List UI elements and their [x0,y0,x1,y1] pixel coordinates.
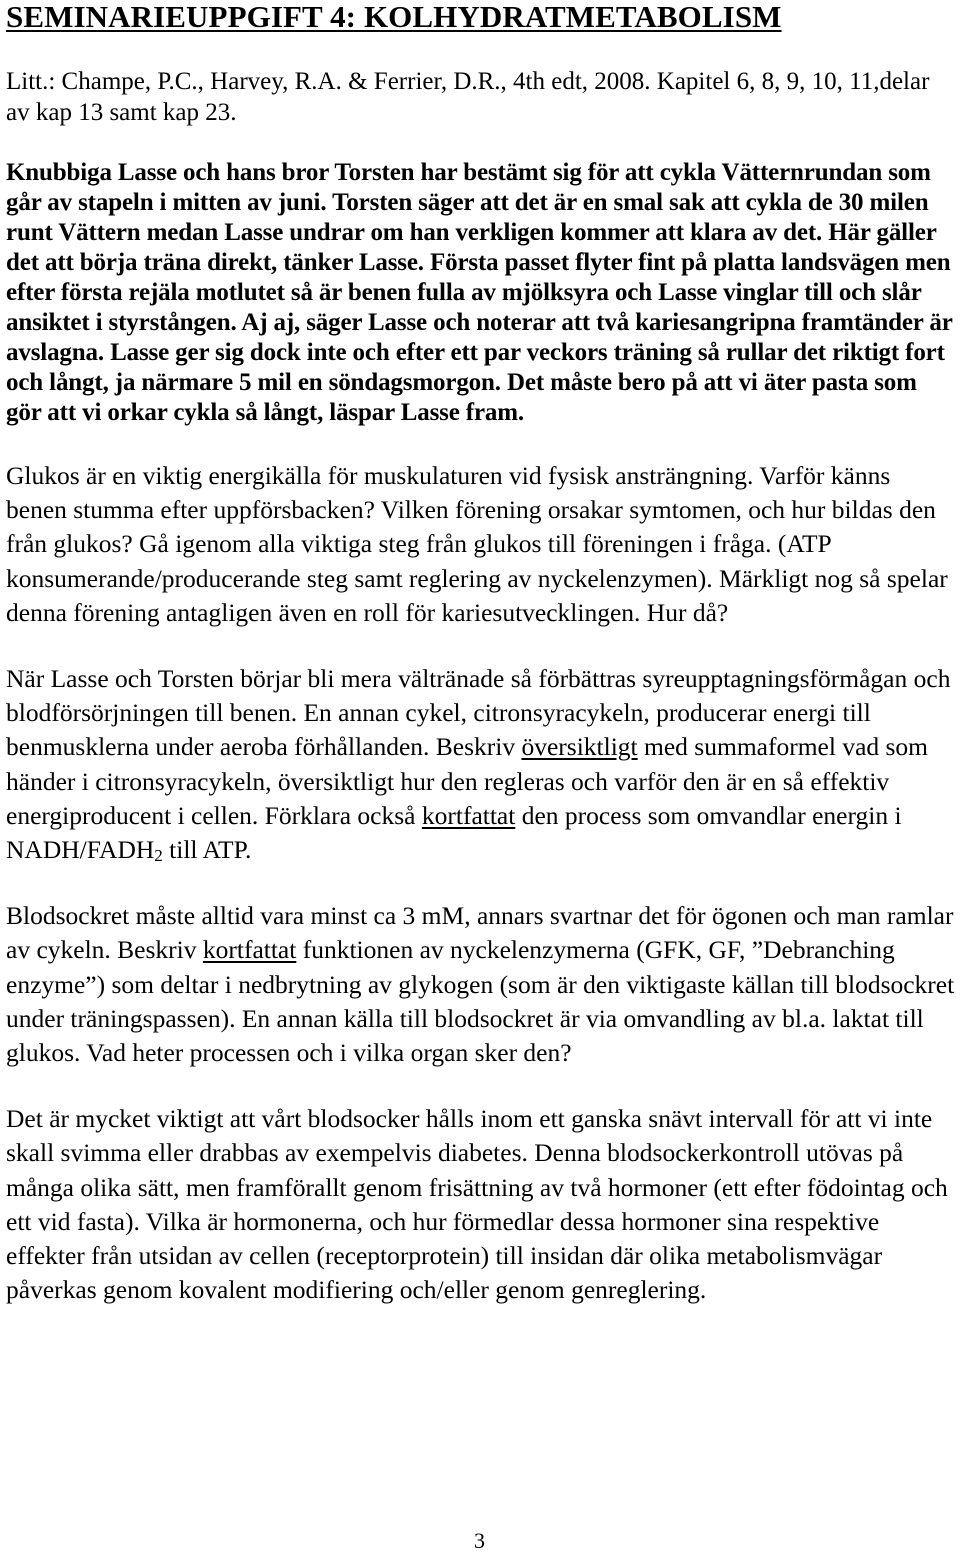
q3-underline-kortfattat: kortfattat [202,935,297,965]
q2-underline-kortfattat: kortfattat [421,800,516,830]
q2-text-d: till ATP. [162,835,252,865]
question-glucose: Glukos är en viktig energikälla för muskulaturen vid fysisk ansträngning. Varför känns benen stumma efter uppförsbacken? Vilken förening orsakar symtomen, och hur bildas den från glukos? Gå igenom alla viktiga steg från glukos till föreningen i fråga. (ATP konsumerande/producerande steg samt reglering av nyckelenzymen). Märkligt nog så spelar denna förening antagligen även en roll för kariesutvecklingen. Hur då? [6,461,948,627]
q2-text-c: den process som omvandlar energin i NADH/FADH [6,800,902,865]
q2-text-a: När Lasse och Torsten börjar bli mera vältränade så förbättras syreupptagningsförmågan och blodförsörjningen till benen. En annan cykel, citronsyracykeln, producerar energi till benmusklerna under aeroba förhållanden. Beskriv [6,664,951,762]
case-story: Knubbiga Lasse och hans bror Torsten har bestämt sig för att cykla Vätternrundan som går av stapeln i mitten av juni. Torsten säger att det är en smal sak att cykla de 30 milen runt Vättern medan Lasse undrar om han verkligen kommer att klara av det. Här gäller det att börja träna direkt, tänker Lasse. Första passet flyter fint på platta landsvägen men efter första rejäla motlutet så är benen fulla av mjölksyra och Lasse vinglar till och slår ansiktet i styrstången. Aj aj, säger Lasse och noterar att två kariesangripna framtänder är avslagna. Lasse ger sig dock inte och efter ett par veckors träning så rullar det riktigt fort och långt, ja närmare 5 mil en söndagsmorgon. Det måste bero på att vi äter pasta som gör att vi orkar cykla så långt, läspar Lasse fram. [6,159,953,426]
document-title: SEMINARIEUPPGIFT 4: KOLHYDRATMETABOLISM [6,0,782,34]
question-citric-acid-cycle [6,662,956,867]
q3-text-b: funktionen av nyckelenzymerna (GFK, GF, ”Debranching enzyme”) som deltar i nedbrytning av glykogen (som är den viktigaste källan till blodsockret under träningspassen). En annan källa till blodsockret är via omvandling av bl.a. laktat till glukos. Vad heter processen och i vilka organ sker den? [6,935,955,1068]
question-glycogen [6,899,956,1070]
q3-text-a: Blodsockret måste alltid vara minst ca 3 mM, annars svartnar det för ögonen och man ramlar av cykeln. Beskriv [6,901,954,965]
q2-underline-oversiktligt: översiktligt [521,732,638,762]
q2-subscript: 2 [154,846,163,866]
question-hormones: Det är mycket viktigt att vårt blodsocker hålls inom ett ganska snävt intervall för att vi inte skall svimma eller drabbas av exempelvis diabetes. Denna blodsockerkontroll utövas på många olika sätt, men framförallt genom frisättning av två hormoner (ett efter födointag och ett vid fasta). Vilka är hormonerna, och hur förmedlar dessa hormoner sina respektive effekter från utsidan av cellen (receptorprotein) till insidan där olika metabolismvägar påverkas genom kovalent modifiering och/eller genom genreglering. [6,1104,948,1305]
document-page [6,0,956,1307]
page-number: 3 [474,1528,485,1553]
q2-text-b: med summaformel vad som händer i citronsyracykeln, översiktligt hur den regleras och varför den är en så effektiv energiproducent i cellen. Förklara också [6,732,929,830]
literature-reference: Litt.: Champe, P.C., Harvey, R.A. & Ferrier, D.R., 4th edt, 2008. Kapitel 6, 8, 9, 10, 11,delar av kap 13 samt kap 23. [6,68,930,126]
